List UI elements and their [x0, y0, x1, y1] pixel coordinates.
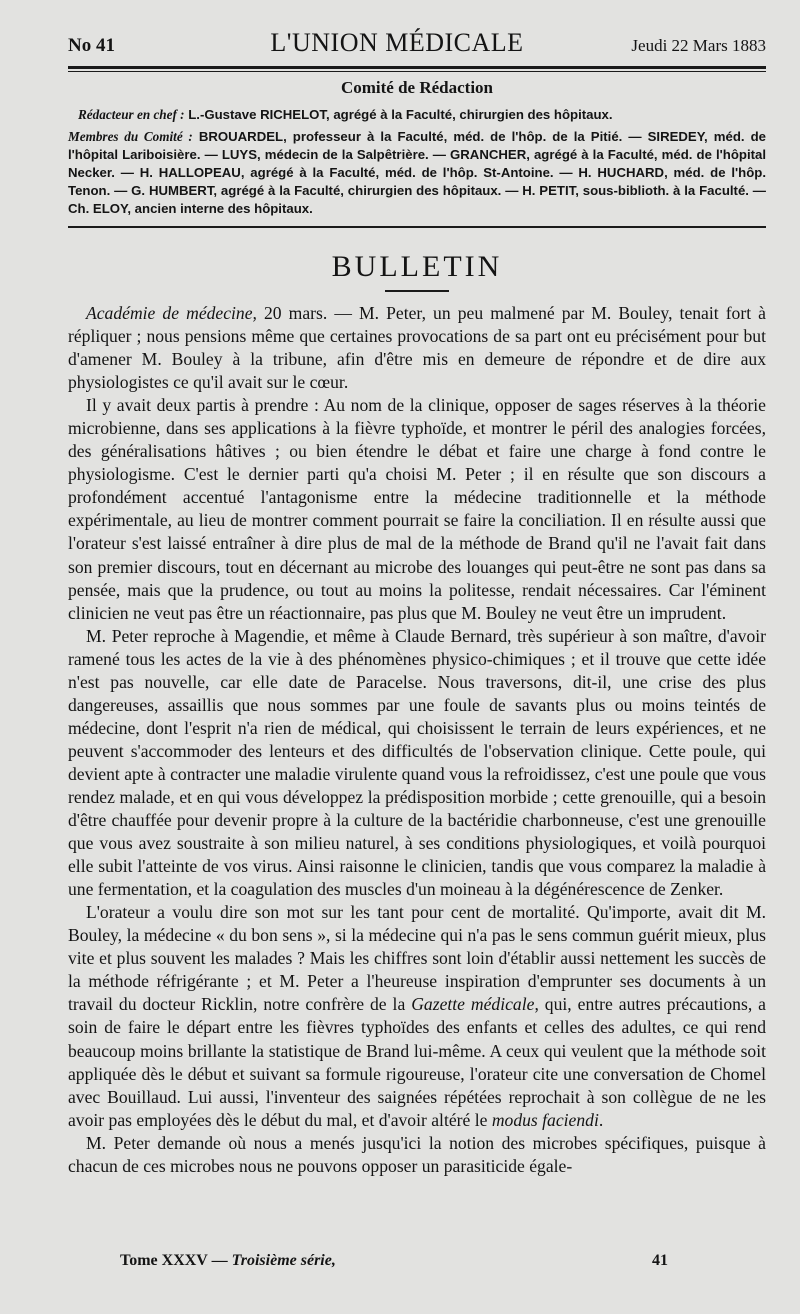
membres-label: Membres du Comité : — [68, 129, 193, 144]
paragraph-4-italic-1: Gazette médicale — [411, 994, 535, 1015]
editorial-committee — [68, 106, 766, 218]
issue-number: No 41 — [68, 35, 115, 56]
paragraph-5: M. Peter demande où nous a menés jusqu'ici la notion des microbes spécifiques, puisque à chacun de ces microbes nous ne pouvons opposer un parasiticide égale- — [68, 1132, 766, 1176]
serie-label: Troisième série, — [231, 1252, 336, 1269]
page-number: 41 — [652, 1252, 668, 1269]
issue-date: Jeudi 22 Mars 1883 — [631, 36, 766, 55]
paragraph-4 — [68, 901, 766, 1131]
footer-tome — [120, 1252, 336, 1270]
page-footer — [120, 1252, 668, 1270]
redacteur-line — [68, 106, 766, 124]
tome-label: Tome XXXV — — [120, 1252, 228, 1269]
paragraph-4-text-a: L'orateur a voulu dire son mot sur les tant pour cent de mortalité. Qu'importe, avait dit M. Bouley, la médecine « du bon sens », si la médecine qui n'a pas le sens commun guérit mieux, plus vite et plus souvent les malades ? Mais les chiffres sont loin d'établir aussi nettement les succès de la méthode réfrigérante ; et M. Peter a l'heureuse inspiration d'emprunter ses documents à un travail du docteur Ricklin, notre confrère de la — [68, 902, 766, 1015]
bulletin-rule — [385, 290, 449, 292]
paragraph-4-italic-2: modus faciendi — [491, 1109, 599, 1130]
paragraph-1 — [68, 302, 766, 394]
paragraph-3: M. Peter reproche à Magendie, et même à Claude Bernard, très supérieur à son maître, d'avoir ramené tous les actes de la vie à des phénomènes physico-chimiques ; et il trouve que cette idée n'est pas nouvelle, car elle date de Paracelse. Nous traversons, dit-il, une crise des plus dangereuses, assaillis que nous sommes par une foule de savants plus ou moins teintés de médecine, dont l'esprit n'a rien de médical, qui choisissent le terrain de leurs expériences, et ne peuvent s'accommoder des lenteurs et des difficultés de l'observation clinique. Cette poule, qui devient apte à contracter une maladie virulente quand vous la refroidissez, c'est une poule que vous rendez malade, et en qui vous développez la prédisposition morbide ; cette grenouille, qui a besoin d'être chauffée pour devenir propre à la culture de la bactéridie charbonneuse, c'est une grenouille que vous avez soustraite à son milieu naturel, à ses conditions physiologiques, et voilà pourquoi elle subit l'atteinte de vos virus. Ainsi raisonne le clinicien, tandis que vous comparez la maladie à une fermentation, et la coagulation des muscles d'un moineau à la dégénérescence de Zenker. — [68, 625, 766, 900]
running-header — [68, 28, 766, 64]
paragraph-2: Il y avait deux partis à prendre : Au nom de la clinique, opposer de sages réserves à la théorie microbienne, dans ses applications à la fièvre typhoïde, et montrer le péril des analogies forcées, des généralisations hâtives ; ou bien étendre le débat et faire une charge à fond contre le physiologisme. C'est le dernier parti qu'a choisi M. Peter ; il en résulte que son discours a profondément accentué l'antagonisme entre la médecine traditionnelle et la méthode expérimentale, au lieu de montrer comment pourrait se faire la conciliation. Il en résulte aussi que l'orateur s'est laissé entraîner à dire plus de mal de la méthode de Brand qu'il ne l'avait fait dans son premier discours, tout en décernant au microbe des louanges qui peut-être ne sont pas dans sa pensée, mais que la prudence, ou tout au moins la politesse, rendait nécessaires. Car l'éminent clinicien ne veut pas être un réactionnaire, pas plus que M. Bouley ne veut être un imprudent. — [68, 395, 766, 623]
paragraph-1-lead: Académie de médecine, — [86, 303, 257, 323]
membres-text: BROUARDEL, professeur à la Faculté, méd. de l'hôp. de la Pitié. — SIREDEY, méd. de l'hôpital Lariboisière. — LUYS, médecin de la Salpêtrière. — GRANCHER, agrégé à la Faculté, méd. de l'hôpital Necker. — H. HALLOPEAU, agrégé à la Faculté, méd. de l'hôp. St-Antoine. — H. HUCHARD, méd. de l'hôp. Tenon. — G. HUMBERT, agrégé à la Faculté, chirurgien des hôpitaux. — H. PETIT, sous-biblioth. à la Faculté. — Ch. ELOY, ancien interne des hôpitaux. — [68, 129, 766, 216]
redacteur-label: Rédacteur en chef : — [78, 107, 185, 122]
paragraph-4-text-b: , qui, entre autres précautions, a soin de faire le départ entre les fièvres typhoïdes des enfants et celles des adultes, ce qui rend beaucoup moins brillante la statistique de Brand lui-même. A ceux qui veulent que la méthode soit appliquée dès le début et suivant sa formule rigoureuse, l'orateur cite une conversation de Chomel avec Bouillaud. Lui aussi, l'inventeur des saignées répétées reprochait à son collègue de ne les avoir pas employées dès le début du mal, et d'avoir altéré le — [68, 994, 766, 1130]
membres-line — [68, 128, 766, 218]
paragraph-4-text-c: . — [598, 1109, 604, 1130]
redacteur-text: L.-Gustave RICHELOT, agrégé à la Faculté, chirurgien des hôpitaux. — [188, 107, 613, 122]
comite-title: Comité de Rédaction — [340, 78, 494, 97]
journal-title: L'UNION MÉDICALE — [270, 28, 524, 57]
committee-rule — [68, 226, 766, 228]
paragraph-1-text: 20 mars. — M. Peter, un peu malmené par M. Bouley, tenait fort à répliquer ; nous pensions même que certaines provocations de sa part ont eu précisément pour but d'amener M. Bouley à la tribune, afin d'être mis en demeure de répondre et de dire aux physiologistes ce qu'il avait sur le cœur. — [68, 303, 766, 393]
article-body — [68, 302, 766, 1178]
header-rule — [68, 66, 766, 72]
bulletin-heading: BULLETIN — [331, 250, 503, 283]
